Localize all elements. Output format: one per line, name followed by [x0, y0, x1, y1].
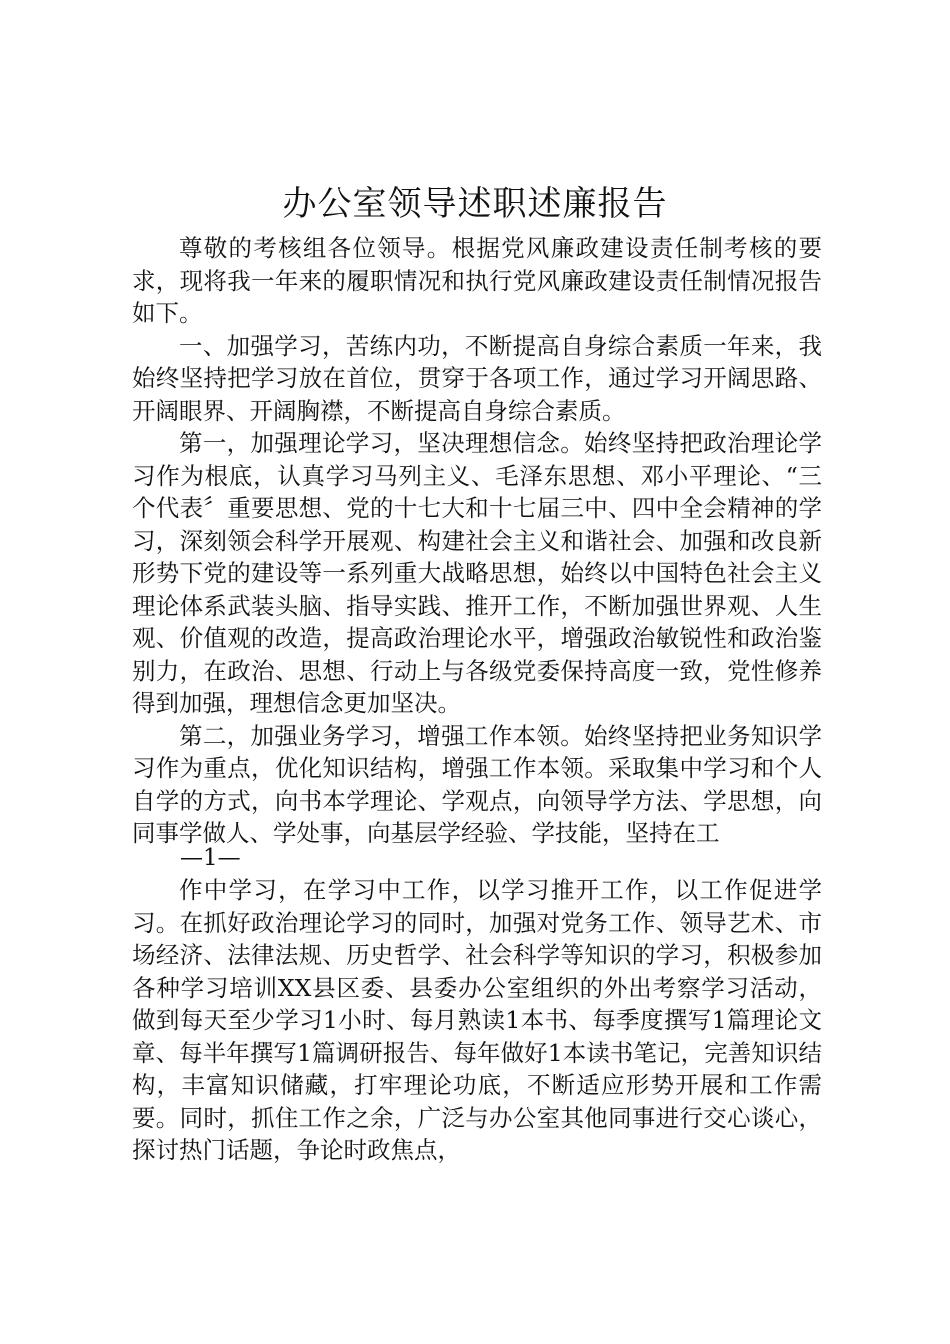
- body-text-page-1: [132, 232, 822, 850]
- paragraph-section-1: 一、加强学习，苦练内功，不断提高自身综合素质一年来，我始终坚持把学习放在首位，贯穿于各项工作，通过学习开阔思路、开阔眼界、开阔胸襟，不断提高自身综合素质。: [132, 331, 822, 425]
- document-title: 办公室领导述职述廉报告: [282, 184, 668, 224]
- paragraph-business-study: 第二，加强业务学习，增强工作本领。始终坚持把业务知识学习作为重点，优化知识结构，增强工作本领。采取集中学习和个人自学的方式，向书本学理论、学观点，向领导学方法、学思想，向同事学做人、学处事，向基层学经验、学技能，坚持在工: [132, 721, 822, 847]
- paragraph-theory-study: 第一，加强理论学习，坚决理想信念。始终坚持把政治理论学习作为根底，认真学习马列主义、毛泽东思想、邓小平理论、“三个代表〞重要思想、党的十七大和十七届三中、四中全会精神的学习，深刻领会科学开展观、构建社会主义和谐社会、加强和改良新形势下党的建设等一系列重大战略思想，始终以中国特色社会主义理论体系武装头脑、指导实践、推开工作，不断加强世界观、人生观、价值观的改造，提高政治理论水平，增强政治敏锐性和政治鉴别力，在政治、思想、行动上与各级党委保持高度一致，党性修养得到加强，理想信念更加坚决。: [132, 429, 822, 717]
- body-text-page-2: [132, 874, 822, 1167]
- paragraph-continuation: 作中学习，在学习中工作，以学习推开工作，以工作促进学习。在抓好政治理论学习的同时，加强对党务工作、领导艺术、市场经济、法律法规、历史哲学、社会科学等知识的学习，积极参加各种学习培训XX县区委、县委办公室组织的外出考察学习活动，做到每天至少学习1小时、每月熟读1本书、每季度撰写1篇理论文章、每半年撰写1篇调研报告、每年做好1本读书笔记，完善知识结构，丰富知识储藏，打牢理论功底，不断适应形势开展和工作需要。同时，抓住工作之余，广泛与办公室其他同事进行交心谈心，探讨热门话题，争论时政焦点，: [132, 876, 822, 1164]
- page-number: —1—: [180, 845, 241, 871]
- paragraph-greeting: 尊敬的考核组各位领导。根据党风廉政建设责任制考核的要求，现将我一年来的履职情况和执行党风廉政建设责任制情况报告如下。: [132, 234, 822, 327]
